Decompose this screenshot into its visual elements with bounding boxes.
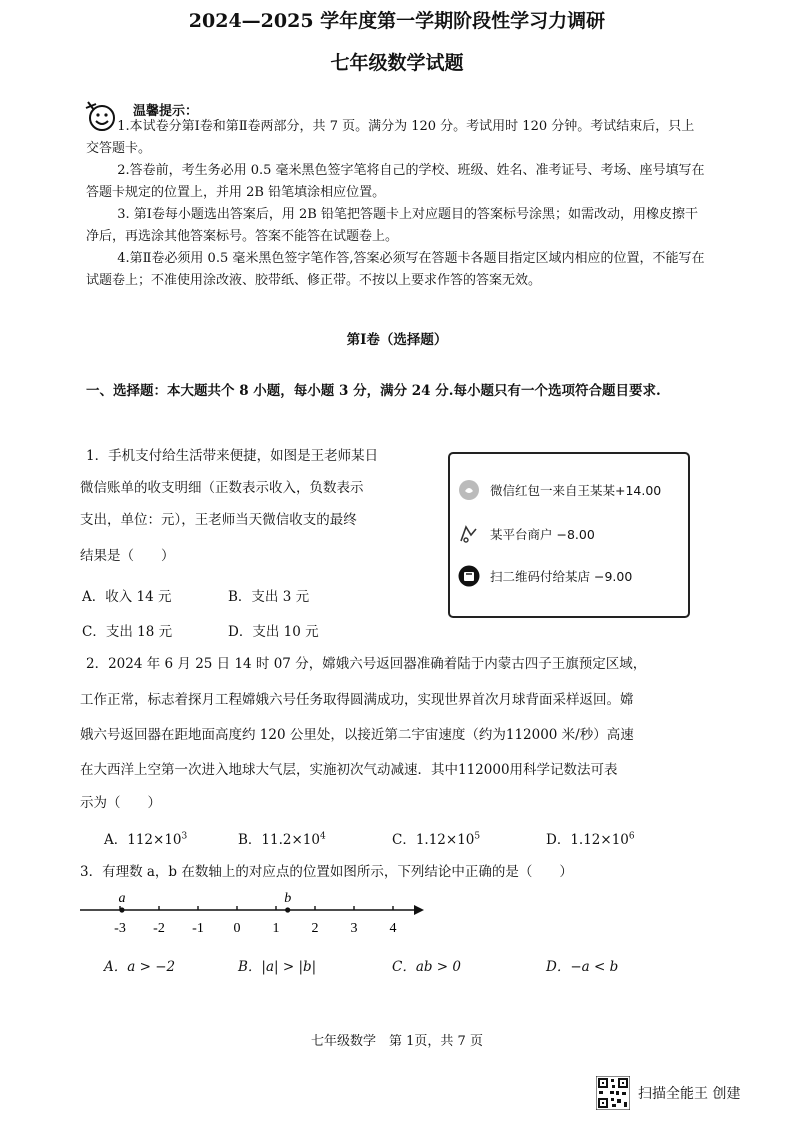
q2-option-b: B．$11.2\times 10^4$: [238, 831, 326, 848]
tips-heading: 温馨提示：: [133, 104, 199, 119]
point-a: [119, 907, 124, 912]
wechat-row-text: 微信红包一来自王某某+14.00: [490, 483, 662, 498]
number-line: [80, 888, 430, 938]
wechat-row-text: 某平台商户 −8.00: [490, 527, 595, 542]
point-a-label: a: [118, 891, 126, 906]
wechat-row-merchant: [458, 520, 595, 548]
q1-option-b: B．支出 3 元: [228, 589, 310, 605]
q3-option-a: A．a > −2: [104, 959, 176, 975]
q2-option-a: A．$112\times 10^3$: [104, 831, 188, 848]
q2-stem-line: 工作正常，标志着探月工程嫦娥六号任务取得圆满成功，实现世界首次月球背面采样返回。嫦: [80, 692, 634, 708]
wechat-row-qr-pay: [458, 562, 632, 590]
qr-code-icon: [596, 1076, 630, 1110]
q1-stem-line: 支出，单位：元），王老师当天微信收支的最终: [80, 512, 357, 528]
number-line-tick-label: -2: [153, 921, 165, 936]
scanner-watermark: [596, 1076, 740, 1110]
number-line-tick-label: 2: [311, 921, 319, 936]
exam-subtitle: 七年级数学试题: [330, 52, 464, 74]
q1-option-c: C．支出 18 元: [82, 624, 173, 640]
q3-option-c: C．ab > 0: [392, 959, 462, 975]
number-line-tick-label: 1: [272, 921, 280, 936]
wechat-row-red-envelope: [458, 476, 661, 504]
tip-item: 2.答卷前，考生务必用 0.5 毫米黑色签字笔将自己的学校、班级、姓名、准考证号、考场、座号填写在答题卡规定的位置上，并用 2B 铅笔填涂相应位置。: [86, 163, 705, 200]
q1-stem-line: 结果是（ ）: [80, 548, 175, 564]
wechat-bill-card: [448, 452, 690, 618]
red-envelope-icon: [458, 479, 480, 501]
q3-option-b: B．|a| > |b|: [238, 959, 317, 975]
qr-pay-icon: [458, 565, 480, 587]
point-b-label: b: [284, 891, 292, 906]
number-line-tick-label: 4: [389, 921, 397, 936]
number-line-tick-label: -3: [114, 921, 126, 936]
merchant-icon: [458, 523, 480, 545]
q2-stem-line: 示为（ ）: [80, 795, 161, 811]
number-line-tick-label: 0: [233, 921, 241, 936]
q1-stem-line: 1．手机支付给生活带来便捷，如图是王老师某日: [86, 448, 379, 464]
section-title: 第Ⅰ卷（选择题）: [346, 332, 448, 348]
tip-item: 4.第Ⅱ卷必须用 0.5 毫米黑色签字笔作答,答案必须写在答题卡各题目指定区域内相应的位置，不能写在试题卷上；不准使用涂改液、胶带纸、修正带。不按以上要求作答的答案无效。: [86, 251, 705, 288]
exam-title: 2024—2025 学年度第一学期阶段性学习力调研: [188, 10, 606, 32]
q2-stem-line: 在大西洋上空第一次进入地球大气层，实施初次气动减速．其中112000用科学记数法可表: [80, 762, 618, 778]
number-line-tick-label: -1: [192, 921, 204, 936]
tip-item: 1.本试卷分第Ⅰ卷和第Ⅱ卷两部分，共 7 页。满分为 120 分。考试用时 120 分钟。考试结束后，只上交答题卡。: [86, 119, 695, 156]
q1-stem-line: 微信账单的收支明细（正数表示收入，负数表示: [80, 480, 364, 496]
wechat-row-text: 扫二维码付给某店 −9.00: [490, 569, 633, 584]
arrow-right-icon: [414, 905, 424, 915]
q3-option-d: D．−a < b: [546, 959, 619, 975]
q1-option-a: A．收入 14 元: [82, 589, 172, 605]
q2-option-d: D．$1.12\times 10^6$: [546, 831, 635, 848]
q1-option-d: D．支出 10 元: [228, 624, 319, 640]
q2-option-c: C．$1.12\times 10^5$: [392, 831, 481, 848]
part-heading: 一、选择题：本大题共个 8 小题，每小题 3 分，满分 24 分.每小题只有一个选项符合题目要求.: [86, 383, 661, 399]
q2-stem-line: 2．2024 年 6 月 25 日 14 时 07 分，嫦娥六号返回器准确着陆于内蒙古四子王旗预定区域，: [86, 656, 647, 672]
scanner-text: 扫描全能王 创建: [638, 1086, 741, 1102]
point-b: [285, 907, 290, 912]
page-footer: 七年级数学 第 1页，共 7 页: [311, 1034, 483, 1049]
tip-item: 3. 第Ⅰ卷每小题选出答案后，用 2B 铅笔把答题卡上对应题目的答案标号涂黑；如需改动，用橡皮擦干净后，再选涂其他答案标号。答案不能答在试题卷上。: [86, 207, 698, 244]
number-line-tick-label: 3: [350, 921, 358, 936]
q2-stem-line: 娥六号返回器在距地面高度约 120 公里处，以接近第二宇宙速度（约为112000 米/秒）高速: [80, 727, 634, 743]
q3-stem: 3．有理数 a，b 在数轴上的对应点的位置如图所示，下列结论中正确的是（ ）: [80, 864, 573, 880]
